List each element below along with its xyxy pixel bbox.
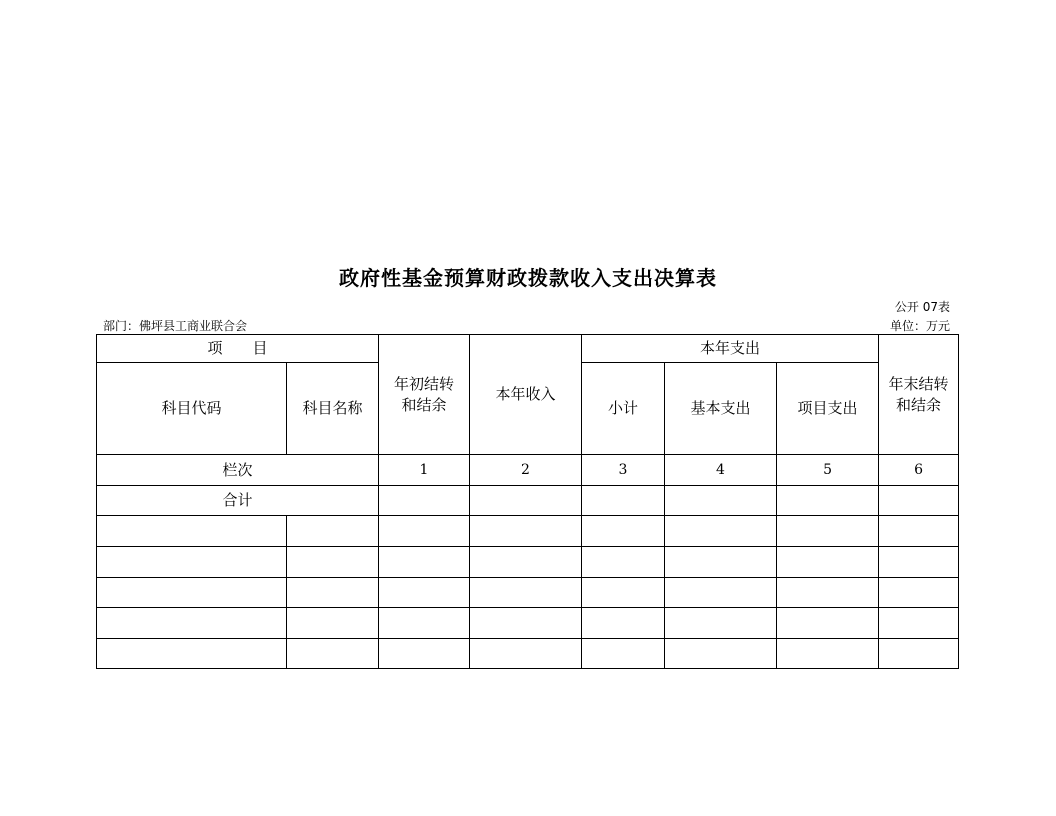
column-index-2: 2 [470, 455, 582, 486]
table-cell [777, 578, 879, 608]
table-cell [379, 547, 470, 578]
table-cell [777, 516, 879, 547]
table-cell [665, 578, 777, 608]
table-cell [665, 547, 777, 578]
table-cell [287, 608, 379, 639]
table-cell [582, 578, 665, 608]
table-cell [582, 486, 665, 516]
report-title: 政府性基金预算财政拨款收入支出决算表 [339, 266, 717, 290]
table-cell [470, 486, 582, 516]
table-cell [287, 547, 379, 578]
total-row [97, 486, 959, 516]
table-cell [879, 516, 959, 547]
table-row [97, 608, 959, 639]
table-cell [777, 639, 879, 669]
header-begin-balance: 年初结转和结余 [379, 335, 470, 455]
header-end-balance: 年末结转和结余 [879, 335, 959, 455]
table-cell [665, 608, 777, 639]
table-cell [379, 639, 470, 669]
header-basic: 基本支出 [665, 363, 777, 455]
table-cell [97, 608, 287, 639]
total-label: 合计 [97, 486, 379, 516]
table-cell [379, 608, 470, 639]
column-index-4: 4 [665, 455, 777, 486]
table-cell [379, 486, 470, 516]
table-row [97, 516, 959, 547]
header-code: 科目代码 [97, 363, 287, 455]
table-cell [582, 547, 665, 578]
form-code: 公开 07表 [894, 300, 950, 314]
table-row [97, 547, 959, 578]
column-index-5: 5 [777, 455, 879, 486]
table-cell [777, 547, 879, 578]
table-row [97, 639, 959, 669]
table-cell [97, 639, 287, 669]
header-expense-group: 本年支出 [582, 335, 879, 363]
header-item-group: 项 目 [97, 335, 379, 363]
table-cell [470, 516, 582, 547]
table-cell [879, 486, 959, 516]
table-cell [665, 516, 777, 547]
table-cell [665, 639, 777, 669]
table-cell [879, 639, 959, 669]
column-index-6: 6 [879, 455, 959, 486]
header-name: 科目名称 [287, 363, 379, 455]
table-row [97, 578, 959, 608]
table-cell [470, 578, 582, 608]
table-cell [582, 639, 665, 669]
table-cell [287, 578, 379, 608]
column-index-1: 1 [379, 455, 470, 486]
table-cell [665, 486, 777, 516]
table-cell [470, 547, 582, 578]
table-cell [777, 608, 879, 639]
table-cell [97, 547, 287, 578]
table-cell [287, 516, 379, 547]
table-cell [97, 516, 287, 547]
table-cell [879, 547, 959, 578]
header-project: 项目支出 [777, 363, 879, 455]
column-index-row [97, 455, 959, 486]
table-cell [97, 578, 287, 608]
column-index-3: 3 [582, 455, 665, 486]
table-cell [470, 639, 582, 669]
department-label: 部门：佛坪县工商业联合会 [103, 319, 248, 333]
unit-label: 单位：万元 [889, 319, 950, 333]
table-cell [379, 578, 470, 608]
table-cell [582, 516, 665, 547]
column-index-label: 栏次 [97, 455, 379, 486]
table-cell [582, 608, 665, 639]
table-cell [879, 608, 959, 639]
table-cell [379, 516, 470, 547]
header-income: 本年收入 [470, 335, 582, 455]
table-cell [777, 486, 879, 516]
table-cell [287, 639, 379, 669]
table-cell [470, 608, 582, 639]
table-cell [879, 578, 959, 608]
budget-table [96, 334, 959, 669]
header-subtotal: 小计 [582, 363, 665, 455]
